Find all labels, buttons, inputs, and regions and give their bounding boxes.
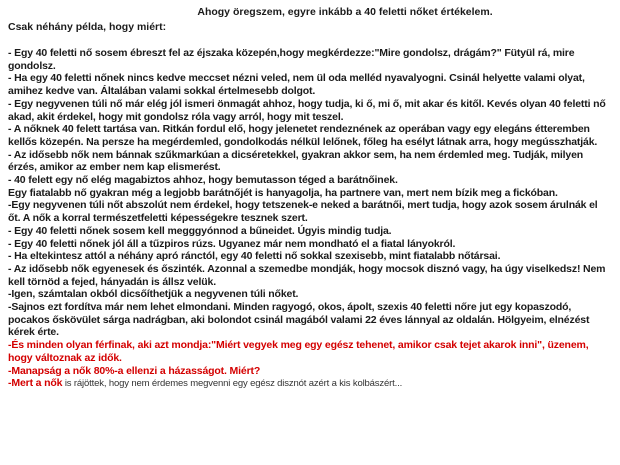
intro-line: Csak néhány példa, hogy miért: [8,21,167,33]
document-title: Ahogy öregszem, egyre inkább a 40 feletti nőket értékelem. [197,6,493,18]
paragraph: - 40 felett egy nő elég magabiztos ahhoz, hogy bemutasson téged a barátnőinek. [8,174,398,187]
paragraph: - Ha eltekintesz attól a néhány apró ránctól, egy 40 feletti nő sokkal szexisebb, mint fiatalabb nőtársai. [8,250,501,263]
red-paragraph: -És minden olyan férfinak, aki azt mondja:"Miért vegyek meg egy egész tehenet, amikor csak tejet akarok inni", üzenem, hogy változnak az idők. [8,339,589,364]
paragraph: -Egy negyvenen túli nőt abszolút nem érdekel, hogy tetszenek-e neked a barátnői, mert tudja, hogy azok sosem árulnák el őt. A nők a korral természetfeletti képességekre tesznek szert. [8,199,598,225]
paragraph: - Az idősebb nők nem bánnak szűkmarkúan a dicséretekkel, gyakran akkor sem, ha nem érdemled meg. Tudják, milyen érzés, amikor az ember nem kap elismerést. [8,148,584,174]
red-paragraph: -Manapság a nők 80%-a ellenzi a házasságot. Miért? [8,364,261,377]
paragraph: - Egy 40 feletti nő sosem ébreszt fel az éjszaka közepén,hogy megkérdezze:"Mire gondolsz, drágám?" Fütyül rá, mire gondolsz. [8,47,575,72]
paragraph: Egy fiatalabb nő gyakran még a legjobb barátnőjét is hanyagolja, ha partnere van, mert nem bízik meg a fickóban. [8,186,558,199]
paragraph: - Egy 40 feletti nőnek jól áll a tűzpiros rúzs. Ugyanez már nem mondható el a fiatal lányokról. [8,237,456,250]
paragraph: - Egy negyvenen túli nő már elég jól ismeri önmagát ahhoz, hogy tudja, ki ő, mi ő, mit akar és kitől. Kevés olyan 40 feletti nő akad, akit érdekel, hogy mit gondolsz róla vagy arról, hogy mit teszel. [8,97,606,123]
body-text [8,47,612,391]
paragraph: -Sajnos ezt fordítva már nem lehet elmondani. Minden ragyogó, okos, ápolt, szexis 40 feletti nőre jut egy kopaszodó, pocakos őskövület sárga nadrágban, aki bolondot csinál magából valami 22 éves lánnyal az oldalán. Hölgyeim, elnézést kérek érte. [8,301,590,339]
paragraph: -Igen, számtalan okból dicsőíthetjük a negyvenen túli nőket. [8,288,299,301]
punchline-rest: is rájöttek, hogy nem érdemes megvenni egy egész disznót azért a kis kolbászért... [62,378,403,390]
punchline-red-part: -Mert a nők [8,377,63,390]
paragraph: - A nőknek 40 felett tartása van. Ritkán fordul elő, hogy jelenetet rendeznének az operában vagy egy elegáns étteremben kellős közepén. Na persze ha megérdemled, gondolkodás nélkül lelőnek, főleg ha esélyt látnak arra, hogy megússzhatják. [8,123,598,148]
final-punchline [8,377,612,391]
paragraph: - Egy 40 feletti nőnek sosem kell megggyónnod a bűneidet. Úgyis mindig tudja. [8,224,392,237]
paragraph: - Ha egy 40 feletti nőnek nincs kedve meccset nézni veled, nem ül oda melléd nyavalyogni. Csinál helyette valami olyat, amihez kedve van. Általában valami sokkal értelmesebb dolgot. [8,72,585,98]
paragraph: - Az idősebb nők egyenesek és őszinték. Azonnal a szemedbe mondják, hogy mocsok disznó vagy, ha úgy viselkedsz! Nem kell törnöd a fejed, hányadán is állsz velük. [8,262,606,288]
